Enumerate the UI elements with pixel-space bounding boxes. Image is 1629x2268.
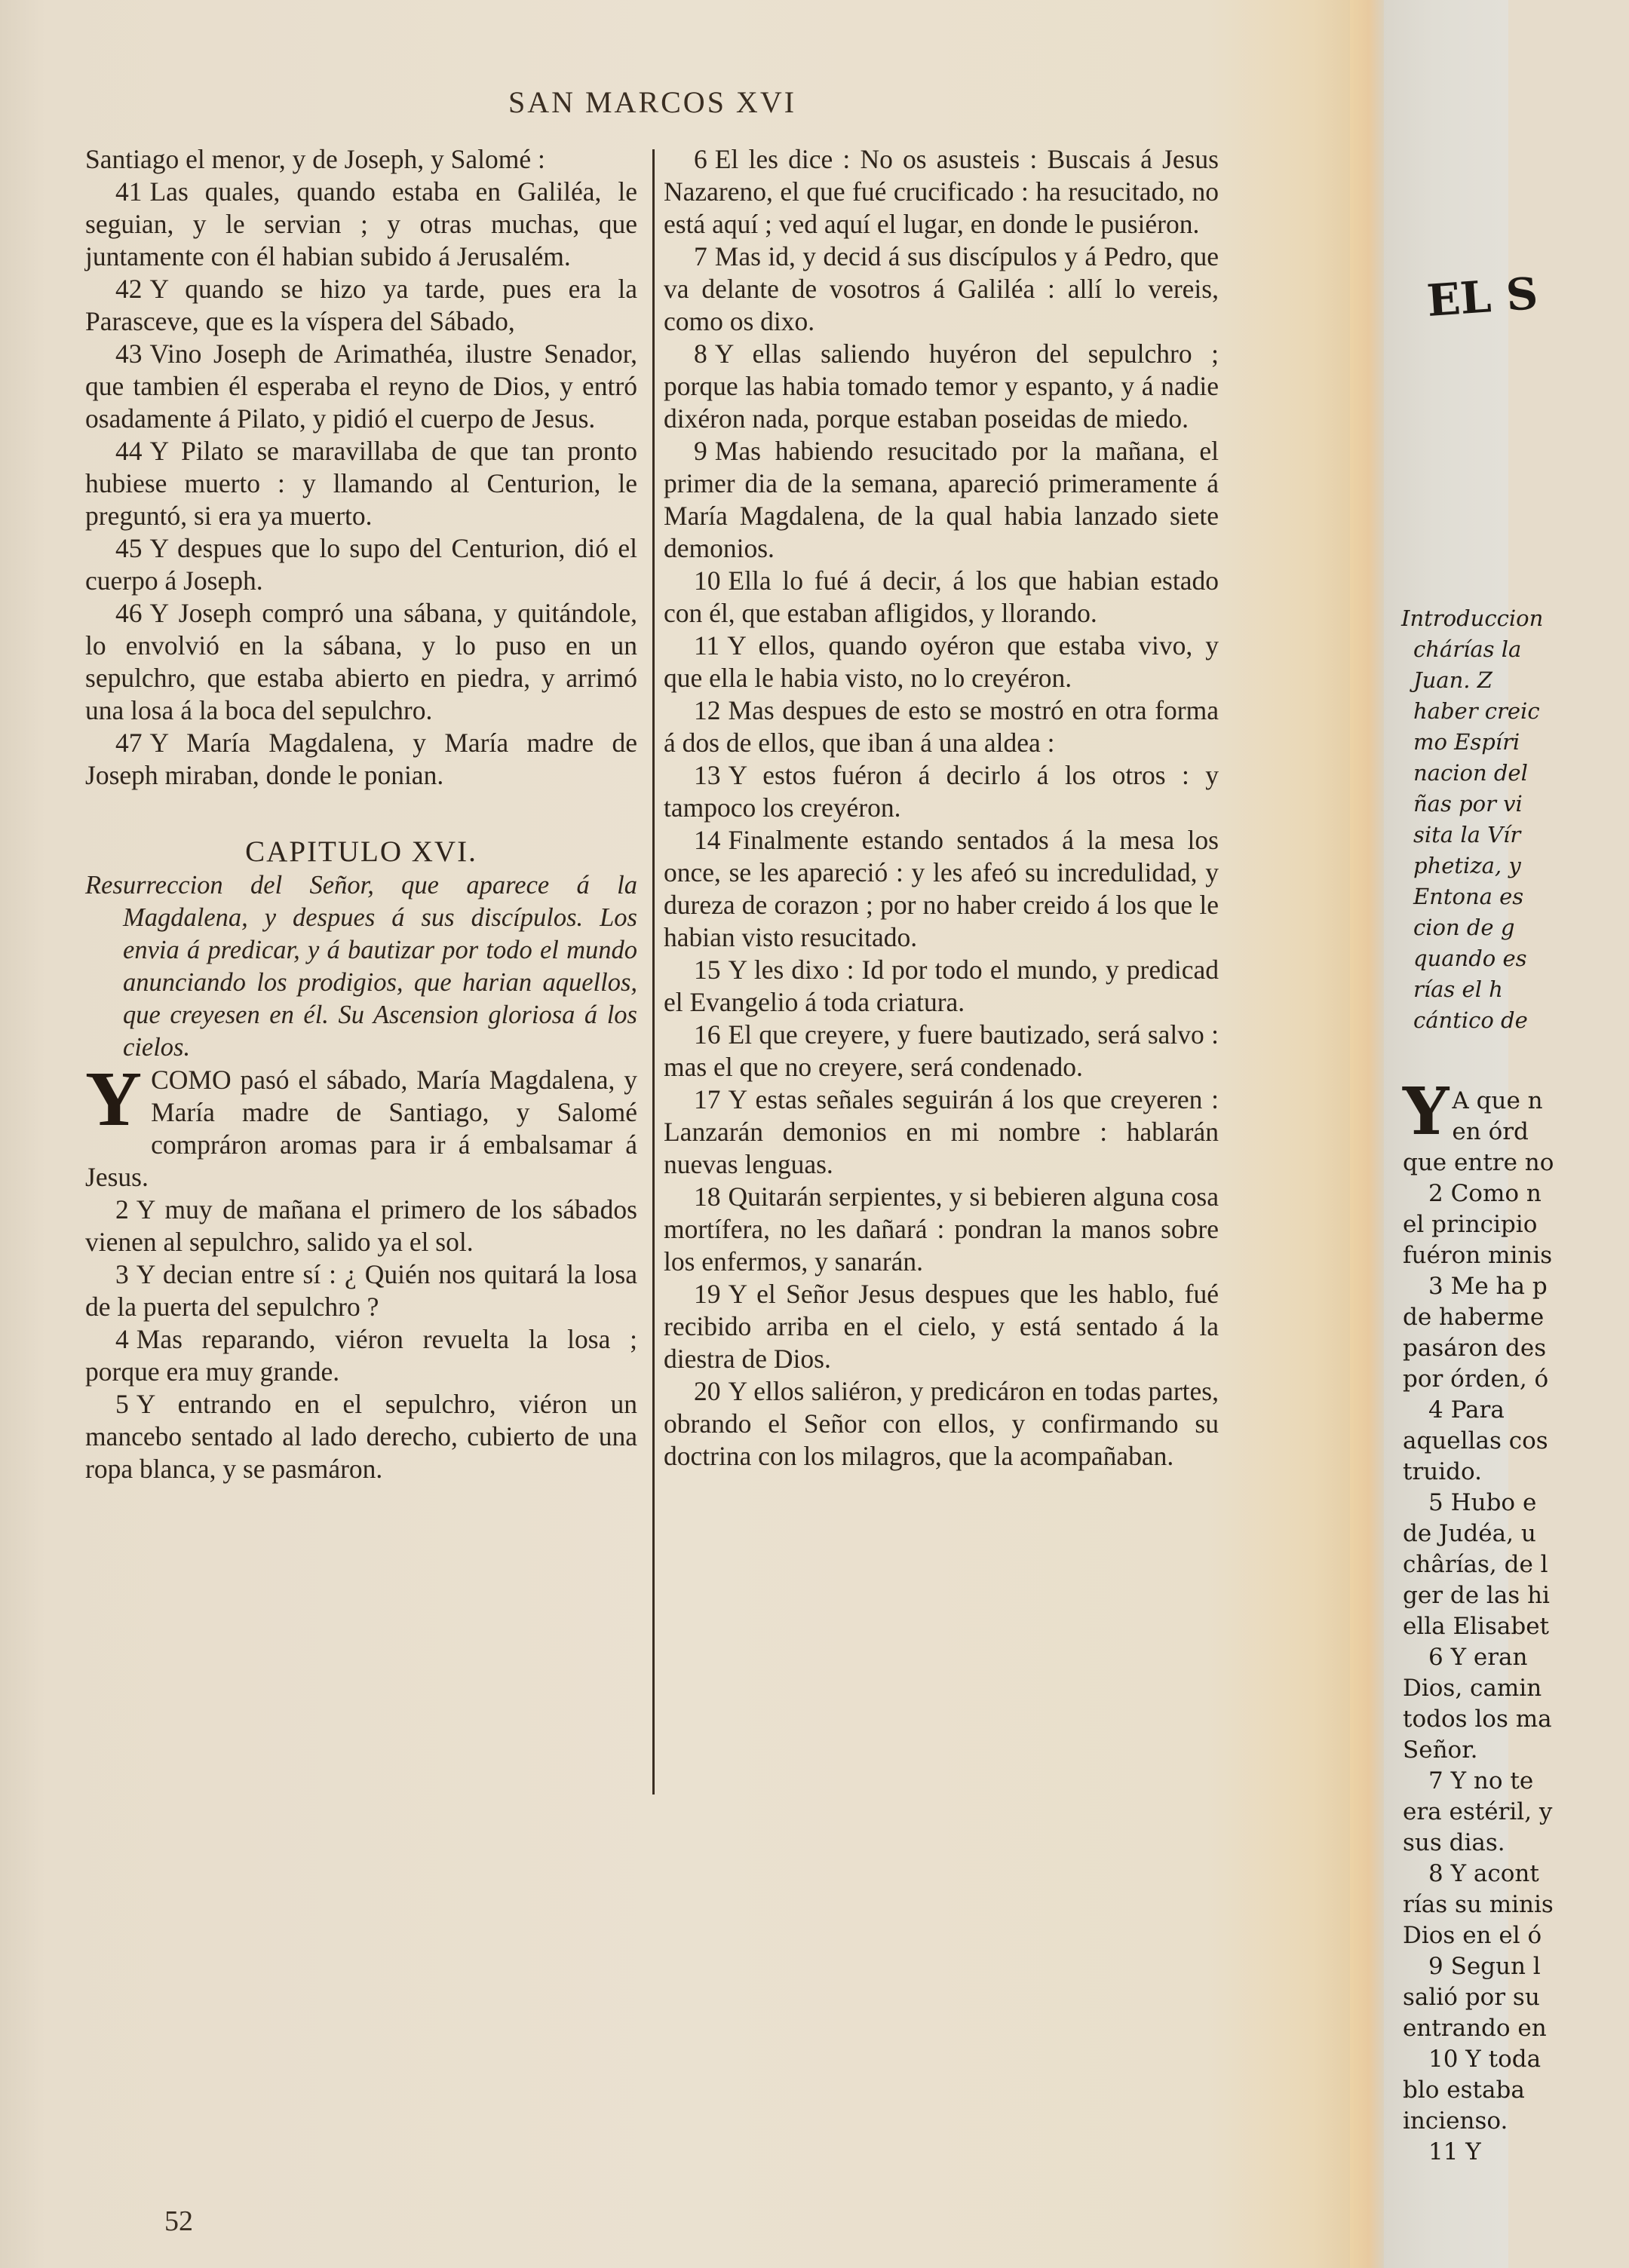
facing-summary-line: phetiza, y bbox=[1413, 853, 1521, 878]
verse-number: 19 bbox=[694, 1279, 721, 1309]
verse-number: 5 bbox=[115, 1389, 129, 1419]
facing-page-title: EL S bbox=[1425, 267, 1540, 327]
verse-text: Y María Magdalena, y María madre de Joseph miraban, donde le ponian. bbox=[85, 728, 637, 790]
facing-body-line: 3 Me ha p bbox=[1428, 1273, 1548, 1300]
facing-body-line: 5 Hubo e bbox=[1428, 1489, 1537, 1516]
verse bbox=[664, 143, 1219, 241]
verse-number: 10 bbox=[694, 565, 721, 596]
verse-number: 17 bbox=[694, 1084, 721, 1114]
verse-number: 12 bbox=[694, 695, 721, 725]
chapter-15-verses bbox=[85, 176, 637, 792]
facing-summary-line: Introduccion bbox=[1401, 605, 1544, 631]
facing-body-line: Dios, camin bbox=[1403, 1675, 1542, 1702]
facing-body-line: aquellas cos bbox=[1403, 1427, 1548, 1454]
verse-text: Y decian entre sí : ¿ Quién nos quitará la losa de la puerta del sepulchro ? bbox=[85, 1259, 637, 1322]
verse-1-text: COMO pasó el sábado, María Magdalena, y María madre de Santiago, y Salomé compráron aromas para ir á embalsamar á Jesus. bbox=[85, 1065, 637, 1192]
facing-summary-line: cion de g bbox=[1413, 915, 1515, 940]
facing-body-line: entrando en bbox=[1403, 2015, 1547, 2042]
verse-number: 7 bbox=[694, 241, 707, 271]
verse bbox=[85, 338, 637, 435]
verse-text: Quitarán serpientes, y si bebieren alguna cosa mortífera, no les dañará : pondran la manos sobre los enfermos, y sanarán. bbox=[664, 1182, 1219, 1277]
verse-number: 16 bbox=[694, 1019, 721, 1050]
facing-body-line: Dios en el ó bbox=[1403, 1922, 1542, 1949]
facing-body-line: Señor. bbox=[1403, 1736, 1478, 1764]
verse bbox=[85, 597, 637, 727]
verse-number: 6 bbox=[694, 144, 707, 174]
verse bbox=[664, 565, 1219, 630]
verse bbox=[85, 176, 637, 273]
facing-body-line: rías su minis bbox=[1403, 1891, 1554, 1918]
verse-number: 45 bbox=[115, 533, 143, 563]
facing-body-line: era estéril, y bbox=[1403, 1798, 1553, 1825]
verse-number: 11 bbox=[694, 630, 720, 660]
facing-body-line: fuéron minis bbox=[1403, 1242, 1553, 1269]
verse bbox=[85, 1258, 637, 1323]
facing-body-line: 10 Y toda bbox=[1428, 2046, 1542, 2073]
facing-drop-cap: Y bbox=[1403, 1074, 1450, 1150]
facing-body-line: truido. bbox=[1403, 1458, 1482, 1485]
facing-summary-line: Juan. Z bbox=[1413, 667, 1492, 693]
verse bbox=[664, 1278, 1219, 1375]
facing-page-summary bbox=[1401, 603, 1627, 1036]
chapter-16-verses bbox=[85, 1194, 637, 1485]
verse-text: Y estos fuéron á decirlo á los otros : y tampoco los creyéron. bbox=[664, 760, 1219, 823]
facing-body-line: por órden, ó bbox=[1403, 1365, 1549, 1393]
facing-body-line: 2 Como n bbox=[1428, 1180, 1542, 1207]
verse-number: 42 bbox=[115, 274, 143, 304]
verse bbox=[664, 824, 1219, 954]
running-head: SAN MARCOS XVI bbox=[508, 85, 797, 119]
drop-cap: Y bbox=[85, 1056, 143, 1142]
facing-summary-line: sita la Vír bbox=[1413, 822, 1521, 847]
facing-body-line: en órd bbox=[1452, 1118, 1529, 1145]
verse-text: Y Joseph compró una sábana, y quitándole, lo envolvió en la sábana, y lo puso en un sepulchro, que estaba abierto en piedra, y arrimó una losa á la boca del sepulchro. bbox=[85, 598, 637, 725]
facing-body-line: ger de las hi bbox=[1403, 1582, 1550, 1609]
left-column bbox=[85, 143, 637, 1485]
verse-text: El que creyere, y fuere bautizado, será salvo : mas el que no creyere, será condenado. bbox=[664, 1019, 1219, 1082]
facing-summary-line: mo Espíri bbox=[1413, 729, 1520, 755]
verse-text: El les dice : No os asusteis : Buscais á Jesus Nazareno, el que fué crucificado : ha resucitado, no está aquí ; ved aquí el lugar, en donde le pusiéron. bbox=[664, 144, 1219, 239]
facing-body-line: incienso. bbox=[1403, 2107, 1508, 2135]
facing-page-body bbox=[1403, 1074, 1629, 2168]
facing-summary-line: rías el h bbox=[1413, 976, 1503, 1002]
verse-text: Ella lo fué á decir, á los que habian estado con él, que estaban afligidos, y llorando. bbox=[664, 565, 1219, 628]
facing-body-line: 8 Y acont bbox=[1428, 1860, 1539, 1887]
verse bbox=[664, 435, 1219, 565]
verse-text: Mas reparando, viéron revuelta la losa ; porque era muy grande. bbox=[85, 1324, 637, 1387]
verse bbox=[664, 694, 1219, 759]
facing-summary-line: quando es bbox=[1413, 946, 1527, 971]
verse-text: Mas id, y decid á sus discípulos y á Pedro, que va delante de vosotros á Galiléa : allí lo vereis, como os dixo. bbox=[664, 241, 1219, 336]
verse-number: 15 bbox=[694, 955, 721, 985]
verse-text: Y estas señales seguirán á los que creyeren : Lanzarán demonios en mi nombre : hablarán nuevas lenguas. bbox=[664, 1084, 1219, 1179]
facing-body-line: chârías, de l bbox=[1403, 1551, 1548, 1578]
verse-number: 43 bbox=[115, 339, 143, 369]
facing-summary-line: nacion del bbox=[1413, 760, 1528, 786]
right-column bbox=[664, 143, 1219, 1473]
verse-text: Y ellos, quando oyéron que estaba vivo, y que ella le habia visto, no lo creyéron. bbox=[664, 630, 1219, 693]
verse bbox=[664, 338, 1219, 435]
verse-number: 46 bbox=[115, 598, 143, 628]
facing-summary-line: ñas por vi bbox=[1413, 791, 1523, 817]
facing-body-line: ella Elisabet bbox=[1403, 1613, 1550, 1640]
verse bbox=[664, 241, 1219, 338]
verse-number: 18 bbox=[694, 1182, 721, 1212]
verse-text: Las quales, quando estaba en Galiléa, le seguian, y le servian ; y otras muchas, que juntamente con él habian subido á Jerusalém. bbox=[85, 176, 637, 271]
verse-number: 20 bbox=[694, 1376, 721, 1406]
facing-summary-line: cántico de bbox=[1413, 1007, 1528, 1033]
verse-text: Mas despues de esto se mostró en otra forma á dos de ellos, que iban á una aldea : bbox=[664, 695, 1219, 758]
verse-text: Y Pilato se maravillaba de que tan pronto hubiese muerto : y llamando al Centurion, le preguntó, si era ya muerto. bbox=[85, 436, 637, 531]
column-divider bbox=[652, 149, 655, 1794]
verse-1 bbox=[85, 1056, 637, 1194]
book-gutter bbox=[1350, 0, 1388, 2268]
facing-body-line: pasáron des bbox=[1403, 1335, 1547, 1362]
verse-number: 47 bbox=[115, 728, 143, 758]
facing-body-line: el principio bbox=[1403, 1211, 1538, 1238]
verse-number: 9 bbox=[694, 436, 707, 466]
verse-text: Y el Señor Jesus despues que les hablo, fué recibido arriba en el cielo, y está sentado á la diestra de Dios. bbox=[664, 1279, 1219, 1374]
facing-body-line: de Judéa, u bbox=[1403, 1520, 1536, 1547]
verse-text: Finalmente estando sentados á la mesa los once, se les apareció : y les afeó su incredulidad, y dureza de corazon ; por no haber creido á los que le habian visto resucitado. bbox=[664, 825, 1219, 952]
right-column-verses bbox=[664, 143, 1219, 1473]
verse bbox=[664, 1019, 1219, 1083]
chapter-summary: Resurreccion del Señor, que aparece á la Magdalena, y despues á sus discípulos. Los envia á predicar, y á bautizar por todo el mundo anunciando los prodigios, que harian aquellos, que creyesen en él. Su Ascension gloriosa á los cielos. bbox=[85, 871, 637, 1062]
facing-body-line: sus dias. bbox=[1403, 1829, 1505, 1856]
verse bbox=[85, 727, 637, 792]
verse-number: 3 bbox=[115, 1259, 129, 1289]
facing-body-line: 4 Para bbox=[1428, 1396, 1505, 1424]
facing-body-line: todos los ma bbox=[1403, 1706, 1552, 1733]
facing-body-line: 9 Segun l bbox=[1428, 1953, 1541, 1980]
verse bbox=[85, 435, 637, 532]
facing-body-line: 11 Y bbox=[1428, 2138, 1481, 2165]
opening-text: Santiago el menor, y de Joseph, y Salomé : bbox=[85, 144, 545, 174]
facing-summary-line: Entona es bbox=[1413, 884, 1524, 909]
facing-body-line: 6 Y eran bbox=[1428, 1644, 1528, 1671]
verse bbox=[664, 759, 1219, 824]
facing-body-line: que entre no bbox=[1403, 1149, 1554, 1176]
verse bbox=[85, 273, 637, 338]
chapter-title: CAPITULO XVI. bbox=[245, 835, 477, 868]
page-number: 52 bbox=[164, 2205, 193, 2237]
verse bbox=[664, 630, 1219, 694]
facing-body-line: de haberme bbox=[1403, 1304, 1545, 1331]
facing-body-line: blo estaba bbox=[1403, 2076, 1525, 2104]
verse bbox=[664, 1375, 1219, 1473]
verse bbox=[85, 532, 637, 597]
verse-number: 2 bbox=[115, 1194, 129, 1224]
verse-number: 13 bbox=[694, 760, 721, 790]
verse bbox=[664, 1181, 1219, 1278]
verse bbox=[85, 1323, 637, 1388]
verse bbox=[85, 1388, 637, 1485]
verse-number: 44 bbox=[115, 436, 143, 466]
verse-text: Y quando se hizo ya tarde, pues era la Parasceve, que es la víspera del Sábado, bbox=[85, 274, 637, 336]
verse-text: Y despues que lo supo del Centurion, dió el cuerpo á Joseph. bbox=[85, 533, 637, 596]
facing-summary-line: haber creic bbox=[1413, 698, 1540, 724]
verse-text: Y ellas saliendo huyéron del sepulchro ; porque las habia tomado temor y espanto, y á nadie dixéron nada, porque estaban poseidas de miedo. bbox=[664, 339, 1219, 434]
facing-body-line: A que n bbox=[1452, 1087, 1543, 1114]
verse-text: Y entrando en el sepulchro, viéron un mancebo sentado al lado derecho, cubierto de una ropa blanca, y se pasmáron. bbox=[85, 1389, 637, 1484]
verse-text: Mas habiendo resucitado por la mañana, el primer dia de la semana, apareció primeramente á María Magdalena, de la qual habia lanzado siete demonios. bbox=[664, 436, 1219, 563]
verse-number: 4 bbox=[115, 1324, 129, 1354]
verse-number: 41 bbox=[115, 176, 143, 207]
verse bbox=[85, 1194, 637, 1258]
verse-text: Y muy de mañana el primero de los sábados vienen al sepulchro, salido ya el sol. bbox=[85, 1194, 637, 1257]
verse-text: Vino Joseph de Arimathéa, ilustre Senador, que tambien él esperaba el reyno de Dios, y entró osadamente á Pilato, y pidió el cuerpo de Jesus. bbox=[85, 339, 637, 434]
verse-text: Y les dixo : Id por todo el mundo, y predicad el Evangelio á toda criatura. bbox=[664, 955, 1219, 1017]
facing-body-line: 7 Y no te bbox=[1428, 1767, 1534, 1794]
verse-text: Y ellos saliéron, y predicáron en todas partes, obrando el Señor con ellos, y confirmando su doctrina con los milagros, que la acompañaban. bbox=[664, 1376, 1219, 1471]
facing-summary-line: chárías la bbox=[1413, 636, 1522, 662]
verse bbox=[664, 1083, 1219, 1181]
verse-number: 14 bbox=[694, 825, 721, 855]
verse-number: 8 bbox=[694, 339, 707, 369]
facing-body-line: salió por su bbox=[1403, 1984, 1540, 2011]
verse bbox=[664, 954, 1219, 1019]
